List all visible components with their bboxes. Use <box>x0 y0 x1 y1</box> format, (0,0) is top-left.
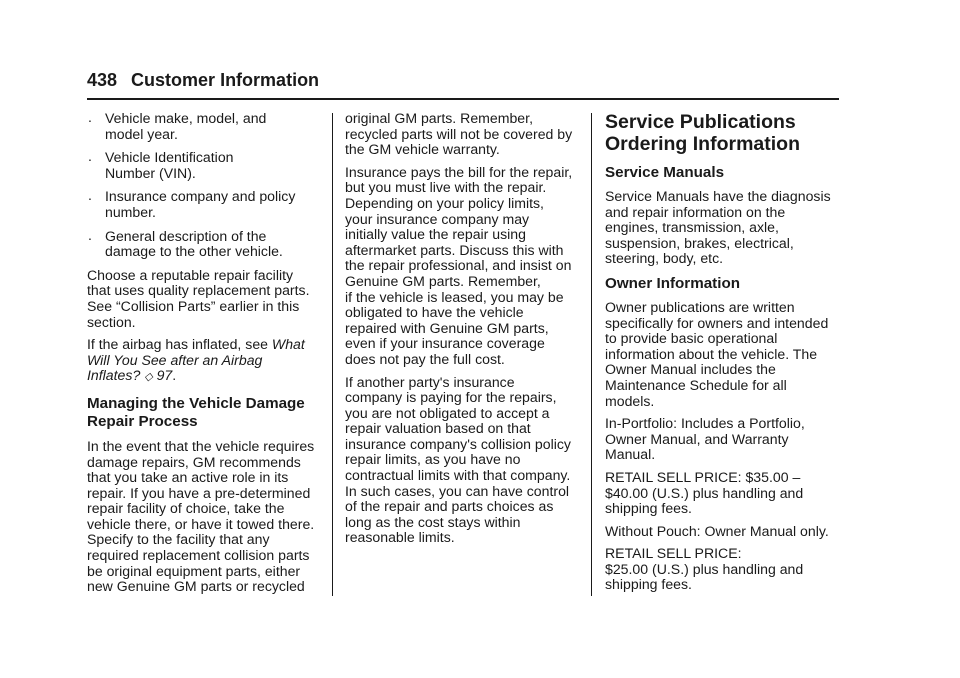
paragraph-repair-process: In the event that the vehicle requires damage repairs, GM recommends that you take an active role in its repair. If you have a pre-determined repair facility of choice, take the vehicle there, or have it towed there. Specify to the facility that any required replacement collision parts be original equipment parts, either new Genuine GM parts or recycled <box>87 437 315 595</box>
airbag-link-line1: What <box>271 336 305 353</box>
paragraph-airbag <box>87 337 323 386</box>
airbag-lead-text: If the airbag has inflated, see <box>87 336 272 353</box>
paragraph-owner-publications: Owner publications are written specifically for owners and intended to provide basic operational information about the vehicle. The Owner Manual includes the Maintenance Schedule for all models. <box>605 298 829 409</box>
page-number: 438 <box>87 70 118 90</box>
page-header <box>87 70 319 91</box>
paragraph-service-manuals: Service Manuals have the diagnosis and repair information on the engines, transmission, axle, suspension, brakes, electrical, steering, body, etc. <box>605 188 831 267</box>
page-reference-icon: ◇ <box>144 371 153 384</box>
paragraph-retail-price-2: RETAIL SELL PRICE: $25.00 (U.S.) plus handling and shipping fees. <box>605 545 804 593</box>
column-3 <box>605 111 841 600</box>
subheading-owner-information: Owner Information <box>605 274 741 292</box>
heading-vehicle-damage: Managing the Vehicle Damage Repair Process <box>87 394 305 431</box>
bullet-mark: . <box>88 187 92 204</box>
list-item <box>87 150 323 181</box>
column-divider <box>332 113 333 596</box>
heading-service-publications: Service Publications Ordering Information <box>605 111 800 155</box>
list-item <box>87 226 323 260</box>
airbag-end: . <box>172 367 177 384</box>
paragraph-original-parts: original GM parts. Remember, recycled parts will not be covered by the GM vehicle warranty. <box>345 110 573 158</box>
column-1 <box>87 111 323 602</box>
header-rule <box>87 98 839 100</box>
airbag-link-line2: Will You See after an Airbag <box>87 351 263 368</box>
bullet-text: General description of the damage to the other vehicle. <box>105 227 283 260</box>
paragraph-in-portfolio: In-Portfolio: Includes a Portfolio, Owner Manual, and Warranty Manual. <box>605 415 805 463</box>
bullet-mark: . <box>88 148 92 165</box>
column-2 <box>345 111 581 553</box>
bullet-text: Vehicle Identification Number (VIN). <box>105 149 234 181</box>
airbag-link-line3: Inflates? <box>87 367 141 384</box>
bullet-text: Insurance company and policy number. <box>105 188 296 220</box>
paragraph-without-pouch: Without Pouch: Owner Manual only. <box>605 522 829 539</box>
list-item <box>87 189 323 220</box>
column-divider <box>591 113 592 596</box>
bullet-text: Vehicle make, model, and model year. <box>105 110 267 142</box>
reference-page-number: 97 <box>156 367 173 384</box>
paragraph-retail-price-1: RETAIL SELL PRICE: $35.00 – $40.00 (U.S.) plus handling and shipping fees. <box>605 468 804 517</box>
bullet-mark: . <box>88 226 92 243</box>
paragraph-insurance: Insurance pays the bill for the repair, but you must live with the repair. Depending on your policy limits, your insurance company may initially value the repair using aftermarket parts. Discuss this with the repair professional, and insist on Genuine GM parts. Remember, if the vehicle is leased, you may be obligated to have the vehicle repaired with Genuine GM parts, even if your insurance coverage does not pay the full cost. <box>345 163 573 367</box>
paragraph-other-party: If another party's insurance company is paying for the repairs, you are not obligated to accept a repair valuation based on that insurance company's collision policy repair limits, as you have no contractual limits with that company. In such cases, you can have control of the repair and parts choices as long as the cost stays within reasonable limits. <box>345 373 571 546</box>
subheading-service-manuals: Service Manuals <box>605 164 725 181</box>
list-item <box>87 111 323 142</box>
paragraph-repair-facility: Choose a reputable repair facility that uses quality replacement parts. See “Collision Parts” earlier in this section. <box>87 266 310 330</box>
section-title: Customer Information <box>131 70 320 90</box>
bullet-mark: . <box>88 109 92 125</box>
